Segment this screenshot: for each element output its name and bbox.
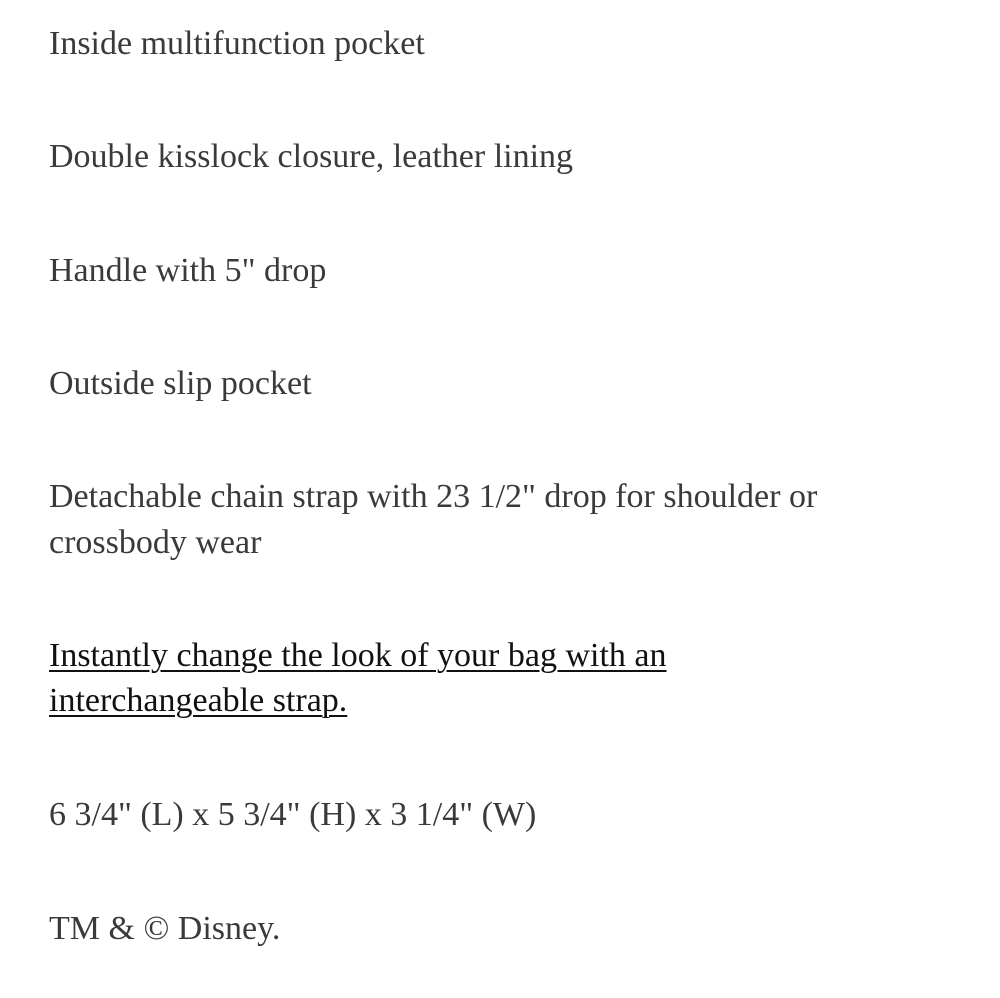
feature-closure: Double kisslock closure, leather lining: [49, 138, 574, 175]
feature-chain-strap-line-1: Detachable chain strap with 23 1/2" drop for shoulder or: [49, 478, 818, 515]
trademark-notice: TM & © Disney.: [49, 910, 281, 947]
feature-outside-pocket: Outside slip pocket: [49, 365, 312, 402]
strap-link-line-2[interactable]: [49, 678, 347, 723]
interchangeable-strap-link[interactable]: Instantly change the look of your bag with an: [49, 637, 667, 674]
interchangeable-strap-link-continued[interactable]: interchangeable strap.: [49, 682, 348, 719]
strap-link-line-1[interactable]: [49, 633, 667, 678]
feature-chain-strap-line-2: crossbody wear: [49, 524, 262, 561]
feature-inside-pocket: Inside multifunction pocket: [49, 25, 425, 62]
product-dimensions: 6 3/4" (L) x 5 3/4" (H) x 3 1/4" (W): [49, 796, 537, 833]
feature-handle-drop: Handle with 5" drop: [49, 252, 327, 289]
